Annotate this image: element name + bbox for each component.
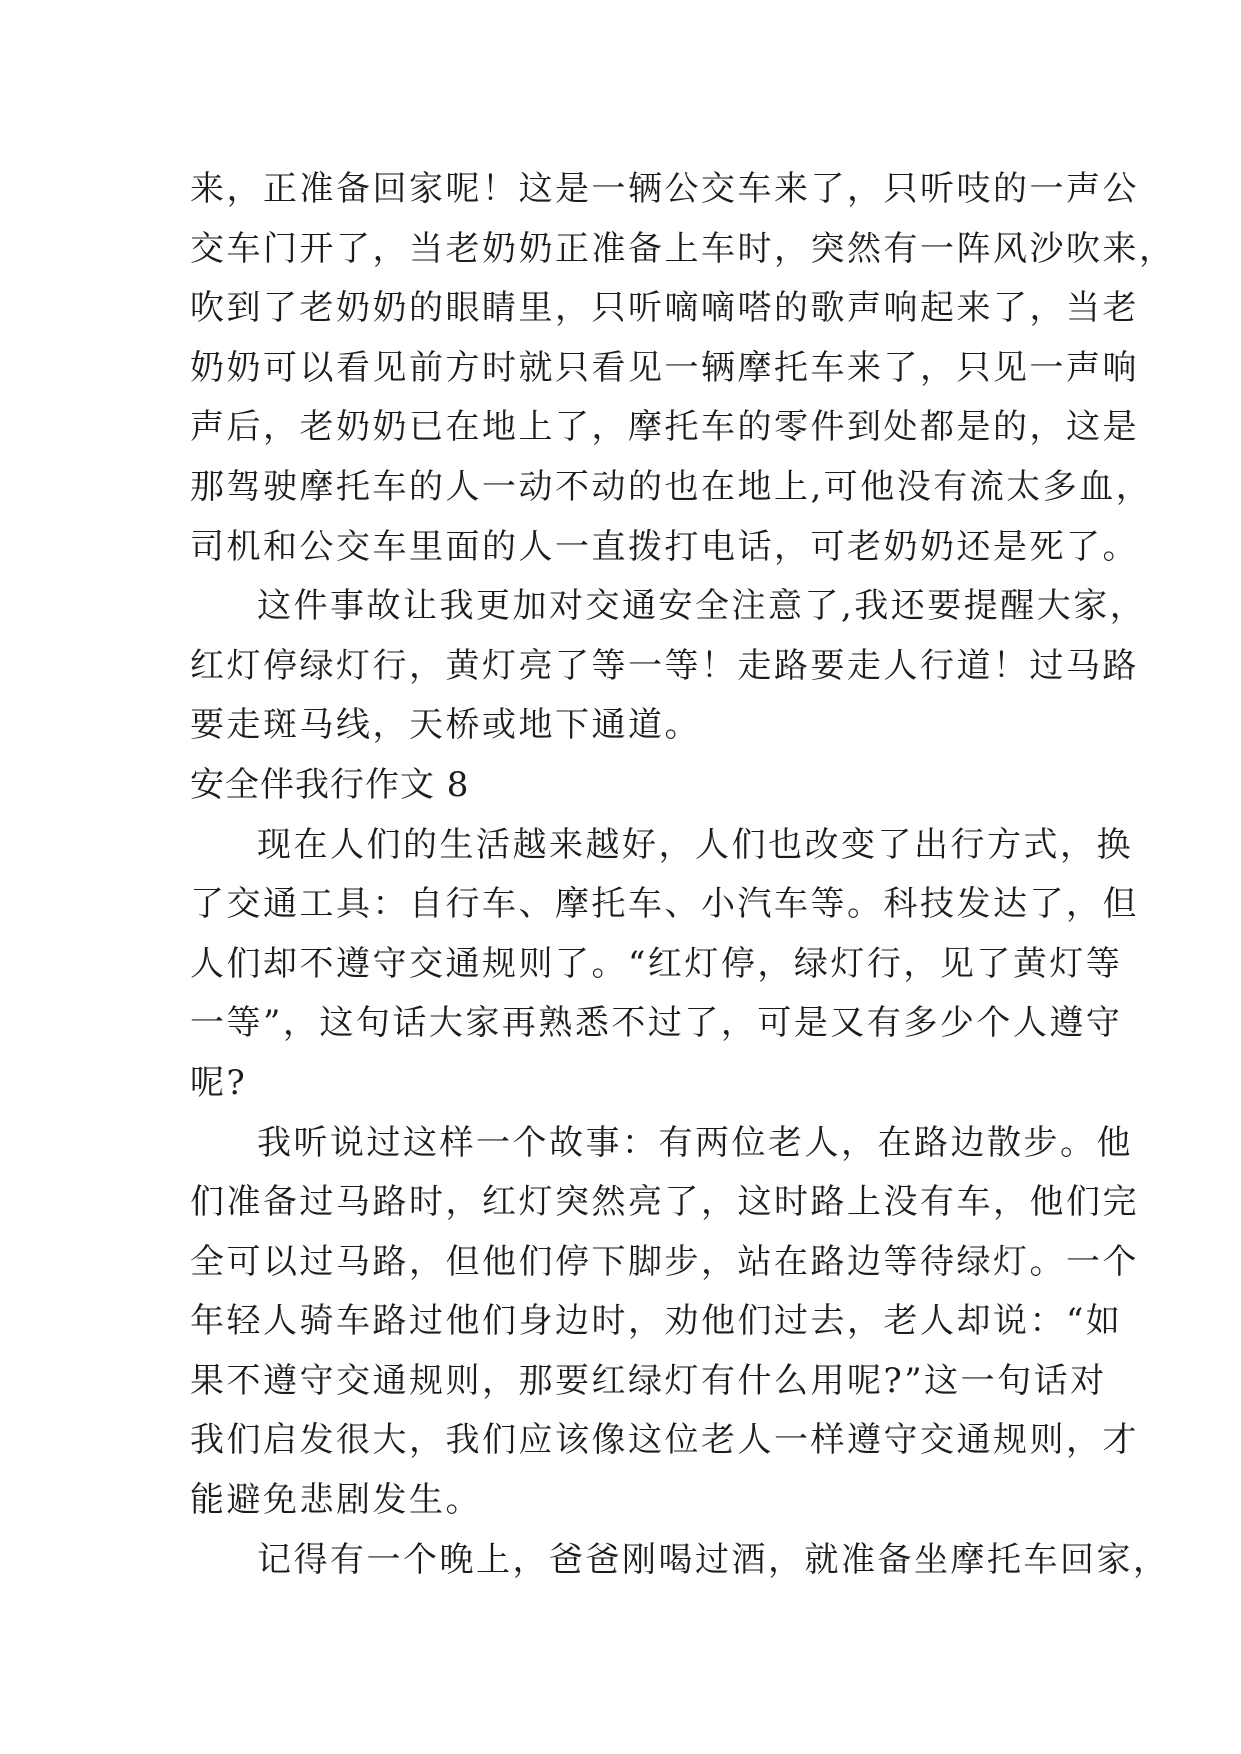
text-line: 一等”，这句话大家再熟悉不过了，可是又有多少个人遵守 [190, 1003, 1123, 1044]
text-line: 要走斑马线，天桥或地下通道。 [190, 705, 701, 746]
text-line: 全可以过马路，但他们停下脚步，站在路边等待绿灯。一个 [190, 1241, 1139, 1282]
text-line: 了交通工具：自行车、摩托车、小汽车等。科技发达了，但 [190, 884, 1139, 925]
paragraph-first-line: 我听说过这样一个故事：有两位老人，在路边散步。他 [257, 1122, 1133, 1163]
text-line: 红灯停绿灯行，黄灯亮了等一等！走路要走人行道！过马路 [190, 645, 1139, 686]
paragraph-first-line: 记得有一个晚上，爸爸刚喝过酒，就准备坐摩托车回家， [257, 1539, 1170, 1580]
text-line: 人们却不遵守交通规则了。“红灯停，绿灯行，见了黄灯等 [190, 943, 1123, 984]
text-line: 们准备过马路时，红灯突然亮了，这时路上没有车，他们完 [190, 1182, 1139, 1223]
text-line: 吹到了老奶奶的眼睛里，只听嘀嘀嗒的歌声响起来了，当老 [190, 288, 1139, 329]
text-line: 我们启发很大，我们应该像这位老人一样遵守交通规则，才 [190, 1420, 1139, 1461]
text-line: 那驾驶摩托车的人一动不动的也在地上,可他没有流太多血， [190, 466, 1153, 507]
text-line: 来，正准备回家呢！这是一辆公交车来了，只听吱的一声公 [190, 169, 1139, 209]
text-line: 交车门开了，当老奶奶正准备上车时，突然有一阵风沙吹来， [190, 228, 1176, 269]
section-heading: 安全伴我行作文 8 [190, 764, 470, 805]
text-line: 年轻人骑车路过他们身边时，劝他们过去，老人却说：“如 [190, 1301, 1123, 1342]
text-line: 果不遵守交通规则，那要红绿灯有什么用呢?”这一句话对 [190, 1360, 1107, 1401]
text-line: 能避免悲剧发生。 [190, 1480, 482, 1521]
text-line: 声后，老奶奶已在地上了，摩托车的零件到处都是的，这是 [190, 407, 1139, 448]
text-line: 呢? [190, 1062, 248, 1103]
paragraph-first-line: 现在人们的生活越来越好，人们也改变了出行方式，换 [257, 824, 1133, 865]
paragraph-first-line: 这件事故让我更加对交通安全注意了,我还要提醒大家， [257, 586, 1147, 627]
text-line: 奶奶可以看见前方时就只看见一辆摩托车来了，只见一声响 [190, 347, 1139, 388]
text-line: 司机和公交车里面的人一直拨打电话，可老奶奶还是死了。 [190, 526, 1139, 567]
document-body [190, 160, 1176, 1590]
